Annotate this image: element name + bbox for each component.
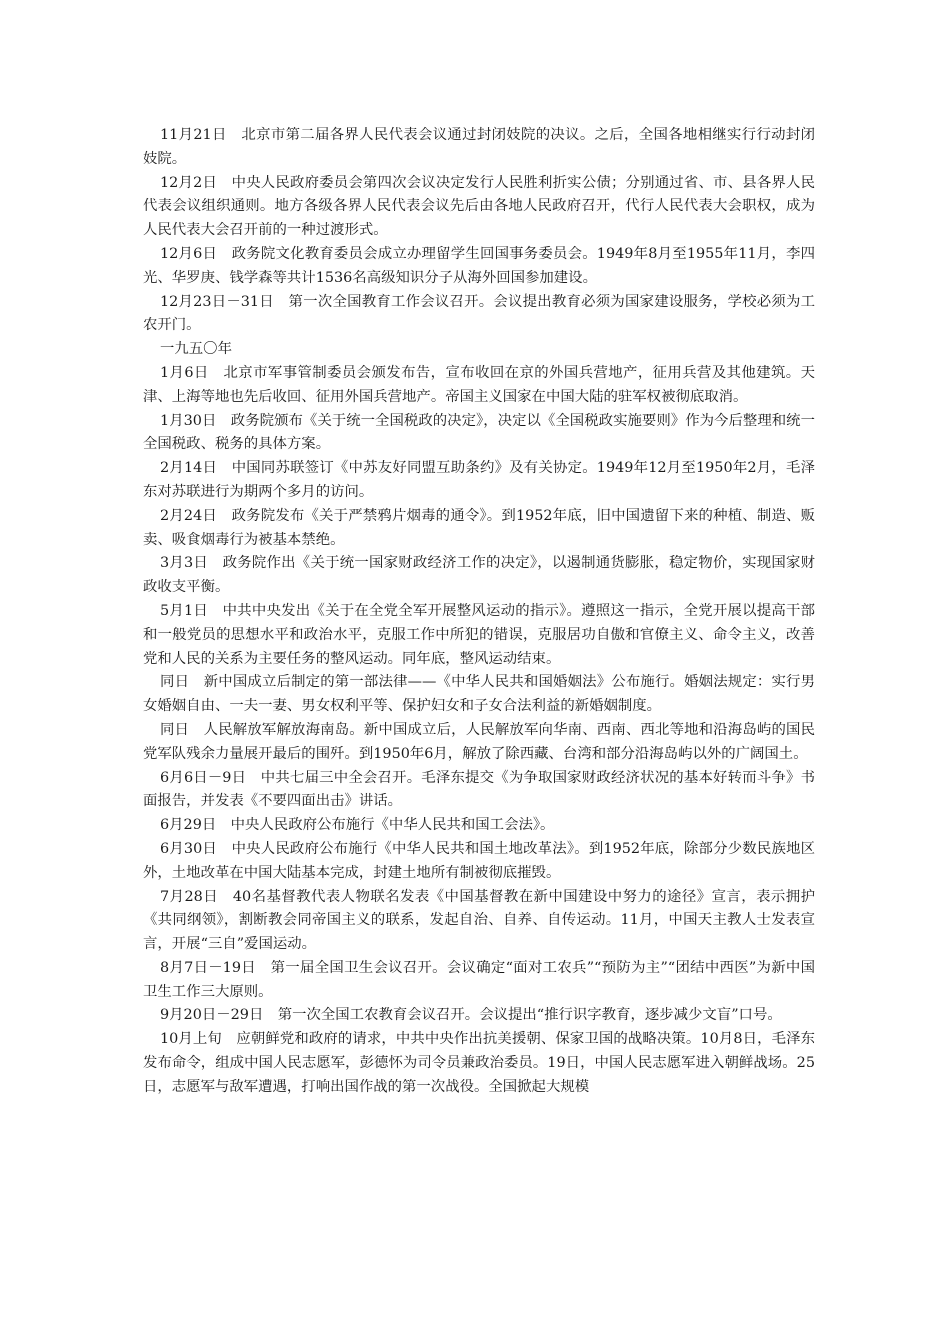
entry-0606: 6月6日－9日 中共七届三中全会召开。毛泽东提交《为争取国家财政经济状况的基本好转而斗争》书面报告，并发表《不要四面出击》讲话。 bbox=[143, 769, 815, 810]
entry-0501: 5月1日 中共中央发出《关于在全党全军开展整风运动的指示》。遵照这一指示，全党开展以提高干部和一般党员的思想水平和政治水平，克服工作中所犯的错误，克服居功自傲和官僚主义、命令主义，改善党和人民的关系为主要任务的整风运动。同年底，整风运动结束。 bbox=[143, 602, 815, 667]
entry-1206: 12月6日 政务院文化教育委员会成立办理留学生回国事务委员会。1949年8月至1955年11月，李四光、华罗庚、钱学森等共计1536名高级知识分子从海外回国参加建设。 bbox=[143, 245, 815, 286]
entry-0106: 1月6日 北京市军事管制委员会颁发布告，宣布收回在京的外国兵营地产，征用兵营及其他建筑。天津、上海等地也先后收回、征用外国兵营地产。帝国主义国家在中国大陆的驻军权被彻底取消。 bbox=[143, 364, 815, 405]
entry-1202: 12月2日 中央人民政府委员会第四次会议决定发行人民胜利折实公债；分别通过省、市、县各界人民代表会议组织通则。地方各级各界人民代表会议先后由各地人民政府召开，代行人民代表大会职权，成为人民代表大会召开前的一种过渡形式。 bbox=[143, 174, 815, 239]
entry-0630: 6月30日 中央人民政府公布施行《中华人民共和国土地改革法》。到1952年底，除部分少数民族地区外，土地改革在中国大陆基本完成，封建土地所有制被彻底摧毁。 bbox=[143, 840, 815, 881]
entry-0501-hainan: 同日 人民解放军解放海南岛。新中国成立后，人民解放军向华南、西南、西北等地和沿海岛屿的国民党军队残余力量展开最后的围歼。到1950年6月，解放了除西藏、台湾和部分沿海岛屿以外的广阔国土。 bbox=[143, 721, 815, 762]
year-heading-1950: 一九五〇年 bbox=[160, 341, 232, 358]
entry-0303: 3月3日 政务院作出《关于统一国家财政经济工作的决定》，以遏制通货膨胀，稳定物价，实现国家财政收支平衡。 bbox=[143, 555, 815, 596]
entry-0214: 2月14日 中国同苏联签订《中苏友好同盟互助条约》及有关协定。1949年12月至1950年2月，毛泽东对苏联进行为期两个多月的访问。 bbox=[143, 460, 815, 500]
entry-1223: 12月23日－31日 第一次全国教育工作会议召开。会议提出教育必须为国家建设服务，学校必须为工农开门。 bbox=[143, 293, 815, 334]
entry-10-early: 10月上旬 应朝鲜党和政府的请求，中共中央作出抗美援朝、保家卫国的战略决策。10月8日，毛泽东发布命令，组成中国人民志愿军，彭德怀为司令员兼政治委员。19日，中国人民志愿军进入朝鲜战场。25日，志愿军与敌军遭遇，打响出国作战的第一次战役。全国掀起大规模 bbox=[143, 1031, 815, 1095]
entry-0807: 8月7日－19日 第一届全国卫生会议召开。会议确定“面对工农兵”“预防为主”“团结中西医”为新中国卫生工作三大原则。 bbox=[143, 959, 815, 1000]
entry-1121: 11月21日 北京市第二届各界人民代表会议通过封闭妓院的决议。之后，全国各地相继实行行动封闭妓院。 bbox=[143, 127, 815, 167]
entry-0920: 9月20日－29日 第一次全国工农教育会议召开。会议提出“推行识字教育，逐步减少文盲”口号。 bbox=[160, 1007, 782, 1024]
entry-0501-marriage-law: 同日 新中国成立后制定的第一部法律——《中华人民共和国婚姻法》公布施行。婚姻法规定：实行男女婚姻自由、一夫一妻、男女权利平等、保护妇女和子女合法利益的新婚姻制度。 bbox=[143, 674, 815, 715]
document-body bbox=[143, 124, 815, 1100]
entry-0728: 7月28日 40名基督教代表人物联名发表《中国基督教在新中国建设中努力的途径》宣言，表示拥护《共同纲领》，割断教会同帝国主义的联系，发起自治、自养、自传运动。11月，中国天主教人士发表宣言，开展“三自”爱国运动。 bbox=[143, 888, 815, 953]
entry-0224: 2月24日 政务院发布《关于严禁鸦片烟毒的通令》。到1952年底，旧中国遗留下来的种植、制造、贩卖、吸食烟毒行为被基本禁绝。 bbox=[143, 507, 815, 548]
entry-0130: 1月30日 政务院颁布《关于统一全国税政的决定》，决定以《全国税政实施要则》作为今后整理和统一全国税政、税务的具体方案。 bbox=[143, 412, 815, 453]
entry-0629: 6月29日 中央人民政府公布施行《中华人民共和国工会法》。 bbox=[160, 817, 555, 834]
